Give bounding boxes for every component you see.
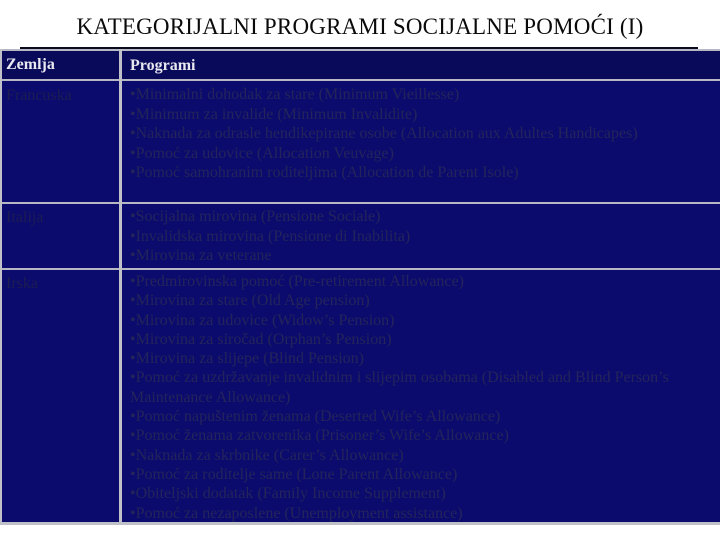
program-item: •Pomoć napuštenim ženama (Deserted Wife’s Allowance) [130,408,501,426]
program-item: •Pomoć za roditelje same (Lone Parent Allowance) [130,465,458,483]
program-item: •Obiteljski dodatak (Family Income Supplement) [130,485,446,503]
programs-table [0,49,720,525]
program-item: •Socijalna mirovina (Pensione Sociale) [130,208,381,225]
program-item: •Naknada za odrasle hendikepirane osobe (Allocation aux Adultes Handicapes) [130,125,638,142]
program-item: •Mirovina za stare (Old Age pension) [130,292,370,310]
program-item: •Invalidska mirovina (Pensione di Inabilita) [130,227,411,245]
program-item: •Mirovina za veterane [130,247,272,264]
program-item: •Pomoć za nezaposlene (Unemployment assistance) [130,504,463,522]
program-item: •Mirovina za udovice (Widow’s Pension) [130,311,395,329]
table-header-row [2,49,720,79]
program-item: •Mirovina za slijepe (Blind Pension) [130,350,365,368]
country-cell: Irska [6,275,38,292]
table-bottom-rule [0,522,720,525]
program-item: •Minimum za invalide (Minimum Invalidite) [130,105,418,123]
table-row-italija [2,202,720,268]
country-cell: Italija [6,209,44,226]
header-country: Zemlja [6,56,55,73]
programs-cell [124,272,716,523]
program-item: •Pomoć ženama zatvorenika (Prisoner’s Wife’s Allowance) [130,427,509,445]
table-row-francuska [2,79,720,202]
program-item: •Minimalni dohodak za stare (Minimum Vieillesse) [130,86,460,103]
column-divider [119,49,122,525]
program-item: •Pomoć za uzdržavanje invalidnim i slijepim osobama (Disabled and Blind Person’s Maintenance Allowance) [130,369,669,406]
header-programs: Programi [130,57,196,74]
program-item: •Pomoć za udovice (Allocation Veuvage) [130,144,394,162]
programs-cell [124,85,716,183]
programs-cell [124,207,716,266]
program-item: •Mirovina za siročad (Orphan’s Pension) [130,330,392,348]
slide-title: KATEGORIJALNI PROGRAMI SOCIJALNE POMOĆI (I) [76,14,644,39]
country-cell: Francuska [6,87,72,104]
program-item: •Pomoć samohranim roditeljima (Allocation de Parent Isole) [130,164,519,181]
table-row-irska [2,268,720,525]
program-item: •Predmirovinska pomoć (Pre-retirement Allowance) [130,273,464,290]
program-item: •Naknada za skrbnike (Carer’s Allowance) [130,446,404,464]
